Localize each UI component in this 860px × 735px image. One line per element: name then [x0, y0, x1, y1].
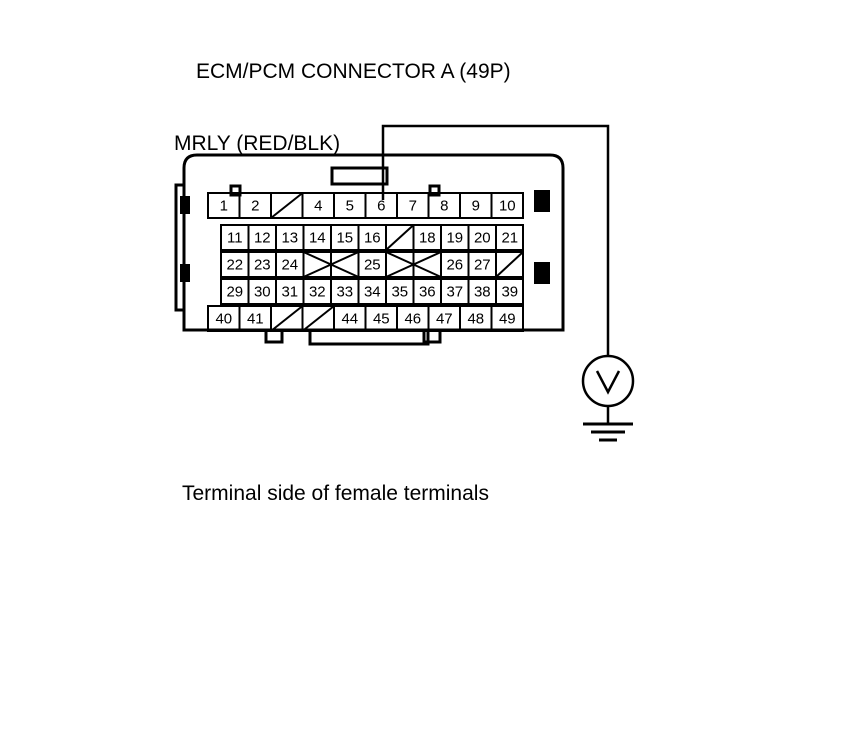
terminal-number: 40	[215, 310, 233, 328]
terminal-number: 41	[246, 310, 264, 328]
connector-title: ECM/PCM CONNECTOR A (49P)	[196, 60, 511, 83]
terminal-number: 36	[418, 283, 436, 301]
wire-label: MRLY (RED/BLK)	[174, 132, 341, 155]
terminal-number: 32	[308, 283, 326, 301]
terminal-number: 30	[253, 283, 271, 301]
terminal-number: 46	[404, 310, 422, 328]
terminal-number: 38	[473, 283, 491, 301]
terminal-number: 16	[363, 229, 381, 247]
terminal-number: 7	[408, 197, 417, 215]
terminal-number: 20	[473, 229, 491, 247]
terminal-number: 2	[251, 197, 260, 215]
terminal-number: 5	[345, 197, 354, 215]
terminal-number: 15	[336, 229, 354, 247]
terminal-number: 44	[341, 310, 359, 328]
terminal-numbers	[215, 197, 518, 327]
terminal-number: 4	[314, 197, 323, 215]
terminal-number: 1	[219, 197, 228, 215]
terminal-number: 34	[363, 283, 381, 301]
terminal-number: 21	[501, 229, 519, 247]
terminal-number: 48	[467, 310, 485, 328]
terminal-number: 45	[372, 310, 390, 328]
terminal-number: 27	[473, 256, 491, 274]
terminal-number: 24	[281, 256, 299, 274]
terminal-number: 23	[253, 256, 271, 274]
diagram-caption: Terminal side of female terminals	[182, 482, 489, 505]
terminal-number: 39	[501, 283, 519, 301]
terminal-number: 25	[363, 256, 381, 274]
terminal-number: 6	[377, 197, 386, 215]
terminal-number: 33	[336, 283, 354, 301]
terminal-number: 9	[471, 197, 480, 215]
terminal-number: 29	[226, 283, 244, 301]
terminal-number: 35	[391, 283, 409, 301]
terminal-number: 10	[498, 197, 516, 215]
terminal-number: 49	[498, 310, 516, 328]
terminal-number: 31	[281, 283, 299, 301]
voltmeter-symbol	[583, 356, 633, 424]
terminal-number: 37	[446, 283, 464, 301]
terminal-number: 26	[446, 256, 464, 274]
terminal-number: 18	[418, 229, 436, 247]
terminal-number: 8	[440, 197, 449, 215]
terminal-number: 22	[226, 256, 244, 274]
terminal-number: 12	[253, 229, 271, 247]
terminal-number: 19	[446, 229, 464, 247]
terminal-number: 47	[435, 310, 453, 328]
terminal-number: 13	[281, 229, 299, 247]
ground-symbol	[583, 424, 633, 440]
terminal-number: 14	[308, 229, 326, 247]
terminal-number: 11	[227, 229, 243, 247]
